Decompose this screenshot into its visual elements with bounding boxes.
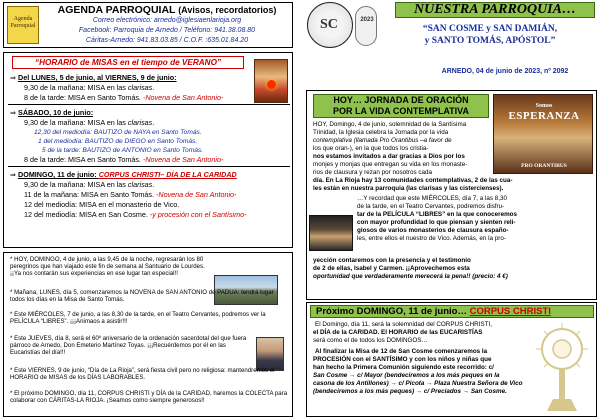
corpus-p2-line6: (bendeciremos a los más peques) → c/ Preciados → San Cosme. (313, 388, 507, 395)
block2-heading-text: SÁBADO, 10 de junio: (18, 108, 94, 117)
news-item-5: * Este VIERNES, 9 de junio, “Día de La Rioja”, será fiesta civil pero no religiosa: mantendremos el HORARIO de MISAS de los DÍAS LABORABLES. (10, 367, 275, 382)
block3-line1-place: clarisas (127, 180, 153, 189)
article-p1-line8: día. En La Rioja hay 13 comunidades contemplativas, 2 de las cua- (313, 177, 513, 184)
block2-line5-note: -Novena de San Antonio- (142, 155, 224, 164)
block1-line2 (24, 93, 223, 102)
agenda-logo (7, 6, 39, 44)
article-p1-line2: Trinidad, la Iglesia celebra la Jornada por la vida (313, 129, 449, 136)
corpus-p1-line1: El Domingo, día 11, será la solemnidad del CORPUS CHRISTI, (315, 321, 492, 328)
corpus-p2-line5: casona de los Antillones) → c/ Picota → Plaza Nuestra Señora de Vico (313, 380, 523, 387)
block2-line1: 9,30 de la mañana: MISA en las clarisas. (24, 118, 155, 127)
block1-line1: 9,30 de la mañana: MISA en las clarisas. (24, 83, 155, 92)
block2-line4: 5 de la tarde: BAUTIZO de ANTONIO en Santo Tomás. (42, 147, 204, 154)
block2-heading (10, 108, 93, 117)
block3-line4 (24, 210, 247, 219)
news-item-3: * Este MIÉRCOLES, 7 de junio, a las 8,30 de la tarde, en el Teatro Cervantes, podremos ver la PELÍCULA “LIBRES”. ¡¡¡Animaos a asistir!!! (10, 311, 266, 326)
block3-line4-text: 12 del mediodía: MISA en San Cosme. (24, 210, 150, 219)
priest-portrait-image (256, 337, 284, 371)
agenda-header (3, 2, 293, 48)
news-box (3, 252, 293, 417)
corpus-title-feast: CORPUS CHRISTI (469, 306, 551, 317)
page-gutter (296, 0, 303, 419)
subtitle-line1: “SAN COSME y SAN DAMIÁN, (422, 24, 558, 34)
block3-heading-text: DOMINGO, 11 de junio: (18, 170, 99, 179)
news-item-1: * HOY, DOMINGO, 4 de junio, a las 9,45 de la noche, regresarán los 80 peregrinos que han viajado este fin de semana al Santuario de Lourdes. ¡¡Ya nos contarán sus experiencias en ese lugar tan especial!! (10, 256, 205, 278)
issue-date: ARNEDO, 04 de junio de 2023, nº 2092 (441, 68, 569, 75)
corpus-christi-box (306, 302, 597, 417)
block3-line2-note: -Novena de San Antonio- (155, 190, 237, 199)
block3-line2-text: 11 de la mañana: MISA en Santo Tomás. (24, 190, 156, 199)
block3-line1: 9,30 de la mañana: MISA en las clarisas. (24, 180, 155, 189)
newsletter-subtitle (383, 23, 597, 47)
block1-line1-place: clarisas (127, 83, 153, 92)
corpus-title-text: Próximo DOMINGO, 11 de junio… (316, 306, 470, 317)
block2-line5-text: 8 de la tarde: MISA en Santo Tomás. (24, 155, 143, 164)
corpus-p2-line1: Al finalizar la Misa de 12 de San Cosme comenzaremos la (315, 348, 488, 355)
corpus-p2-line4: San Cosme → c/ Mayor (bendeciremos a los más peques en la (313, 372, 500, 379)
block2-line1-place: clarisas (127, 118, 153, 127)
article-p2-line9: oportunidad que verdaderamente merecerá la pena!! (precio: 4 €) (313, 273, 508, 280)
article-p1-line4: los que oran-), en la que todos los cristia- (313, 145, 429, 152)
article-p1-line3: contemplativa (llamada Pro Orantibus –a favor de (313, 137, 452, 144)
corpus-p1-line2: el DÍA de la CARIDAD. El HORARIO de las EUCARISTÍAS (313, 329, 483, 336)
block3-line3: 12 del mediodía: MISA en el monasterio de Vico. (24, 200, 180, 209)
arrow-icon: ⇒ (10, 170, 19, 179)
block1-heading-text: Del LUNES, 5 de junio, al VIERNES, 9 de junio: (18, 73, 177, 82)
contemplative-article (306, 90, 597, 300)
agenda-logo-line2: Parroquial (10, 23, 36, 29)
block3-heading-feast: CORPUS CHRISTI– DÍA DE LA CARIDAD (98, 170, 237, 179)
news-item-6: * El próximo DOMINGO, día 11, CORPUS CHRISTI y DÍA de la CARIDAD, haremos la COLECTA para colaborar con CÁRITAS-LA RIOJA. ¡Seamos como siempre generosos!! (10, 390, 288, 405)
parish-seal-icon (307, 2, 353, 48)
article-title (313, 94, 489, 118)
block2-line5 (24, 155, 223, 164)
block2-line1-text: 9,30 de la mañana: MISA en las (24, 118, 128, 127)
article-p2-line7: yección contaremos con la presencia y el testimonio (313, 257, 471, 264)
emblem-year: 2023 (360, 17, 374, 23)
article-p2-line3: tar de la PELÍCULA “LIBRES” en la que conoceremos (357, 211, 518, 218)
article-p1-line5: nos estamos invitados a dar gracias a Dios por los (313, 153, 465, 160)
agenda-title-main: AGENDA PARROQUIAL (57, 4, 176, 16)
libres-movie-image (309, 215, 353, 251)
poster-line3: PRO ORANTIBUS (521, 163, 567, 169)
agenda-logo-line1: Agenda (13, 16, 33, 22)
corpus-p1-line3: será como el de todos los DOMINGOS… (313, 337, 428, 344)
article-title-line2: POR LA VIDA CONTEMPLATIVA (333, 106, 469, 116)
article-p2-line1: …Y recordad que este MIÉRCOLES, día 7, a las 8,30 (357, 195, 508, 202)
news-item-2: * Mañana, LUNES, día 5, comenzaremos la NOVENA de SAN ANTONIO de PADUA: tendrá lugar todos los días en la Misa de Santo Tomás. (10, 289, 274, 304)
parish-emblem-icon (355, 6, 377, 46)
article-p2-line5: giosos de varios monasterios de clausura españo- (357, 227, 509, 234)
mass-schedule-title: “HORARIO de MISAS en el tiempo de VERANO” (12, 56, 244, 69)
divider (8, 104, 290, 105)
article-p2-line6: les, entre ellos el nuestro de Vico. Además, en la pro- (357, 235, 506, 242)
block3-line1-text: 9,30 de la mañana: MISA en las (24, 180, 128, 189)
contact-facebook: Facebook: Parroquia de Arnedo / Teléfono: 941.38.08.80 (78, 27, 256, 34)
block2-line3: 1 del mediodía: BAUTIZO de DIEGO en Santo Tomás. (38, 138, 198, 145)
right-page (303, 0, 600, 419)
block3-line2 (24, 190, 236, 199)
poster-line1: Somos (535, 103, 553, 109)
pro-orantibus-poster (493, 94, 593, 174)
block1-line2-note: -Novena de San Antonio- (142, 93, 224, 102)
poster-line2: ESPERANZA (508, 110, 580, 122)
block1-heading (10, 73, 177, 82)
contact-email: Correo electrónico: arnedo@iglesiaenlarioja.org (92, 17, 242, 24)
block3-line4-note: -y procesión con el Santísimo- (149, 210, 247, 219)
monstrance-icon (533, 321, 591, 415)
arrow-icon: ⇒ (10, 108, 19, 117)
news-item-4: * Este JUEVES, día 8, será el 60º aniversario de la ordenación sacerdotal del que fuera párroco de Arnedo, Don Emeterio Martínez Toyas. ¡¡¡Recuérdemos por él en las Eucaristías del día!!! (10, 335, 247, 357)
subtitle-line2: y SANTO TOMÁS, APÓSTOL” (424, 36, 556, 46)
article-p1-line9: les están en nuestra parroquia (las clarisas y las cistercienses). (313, 185, 504, 192)
left-page (0, 0, 296, 419)
block1-line1-text: 9,30 de la mañana: MISA en las (24, 83, 128, 92)
divider (8, 166, 290, 167)
corpus-p2-line2: PROCESIÓN con el SANTÍSIMO y con los niños y niñas que (313, 356, 492, 363)
block2-line2: 12,30 del mediodía: BAUTIZO de NAYA en Santo Tomás. (34, 129, 202, 136)
article-title-line1: HOY… JORNADA DE ORACIÓN (333, 95, 469, 105)
corpus-p2-line3: han hecho la Primera Comunión siguiendo este recorrido: c/ (313, 364, 494, 371)
mass-schedule-box (3, 52, 293, 248)
article-p1-line7: rios de clausura y rezan por nosotros cada (313, 169, 433, 176)
article-p1-line6: monjes y monjas que entregan su vida en los monaste- (313, 161, 468, 168)
block3-heading (10, 170, 237, 179)
article-p1-line1: HOY, Domingo, 4 de junio, solemnidad de la Santísima (313, 121, 467, 128)
agenda-title-small: (Avisos, recordatorios) (178, 5, 277, 15)
contact-caritas: Cáritas-Arnedo: 941.83.03.85 / C.O.F. :635.01.84.20 (85, 37, 249, 44)
article-p2-line2: de la tarde, en el Teatro Cervantes, podremos disfru- (357, 203, 505, 210)
article-p2-line8: de 2 de ellas, Isabel y Carmen. ¡¡Aprovechemos esta (313, 265, 470, 272)
newsletter-title: NUESTRA PARROQUIA… (395, 2, 595, 18)
block1-line2-text: 8 de la tarde: MISA en Santo Tomás. (24, 93, 143, 102)
arrow-icon: ⇒ (10, 73, 19, 82)
corpus-title (310, 305, 594, 318)
sacred-heart-image (254, 59, 288, 103)
agenda-title (42, 4, 292, 16)
article-p2-line4: con mayor profundidad lo que piensan y sienten reli- (357, 219, 516, 226)
